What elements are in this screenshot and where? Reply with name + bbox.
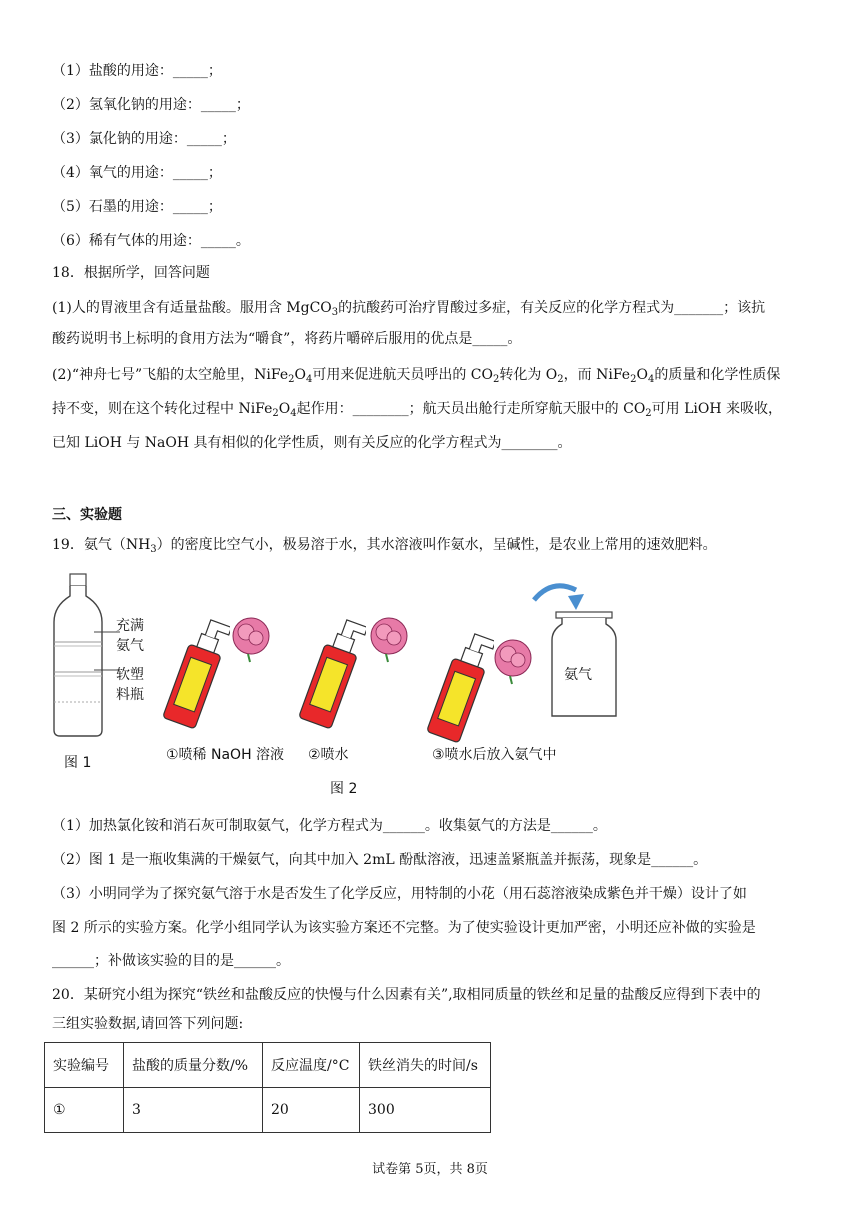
q18-part1-line2: 酸药说明书上标明的食用方法为“嚼食”，将药片嚼碎后服用的优点是_____。 <box>52 331 522 347</box>
spray-bottle-3 <box>424 622 494 752</box>
q20-intro-line1: 20．某研究小组为探究“铁丝和盐酸反应的快慢与什么因素有关”,取相同质量的铁丝和足量的盐酸反应得到下表中的 <box>52 987 761 1003</box>
q18-p2-d: ，而 NiFe <box>563 367 631 383</box>
q18-p2-b: 可用来促进航天员呼出的 CO <box>312 367 493 383</box>
sub-3: 3 <box>150 544 157 555</box>
q19-sub3-line3: ______；补做该实验的目的是______。 <box>52 953 290 969</box>
flower-1-icon <box>228 614 274 664</box>
flower-2-icon <box>366 614 412 664</box>
table-cell: 3 <box>124 1088 263 1133</box>
q18-part2-line1: (2)“神舟七号”飞船的太空舱里，$NiFe_2O_4$可用来促进航天员呼出的 $CO_2$转化为 $O_2$，而 $NiFe_2O_4$的质量和化学性质保 <box>52 367 781 385</box>
q20-intro-line2: 三组实验数据,请回答下列问题: <box>52 1016 244 1032</box>
fig1-label-ammonia: 充满氨气 <box>116 618 144 654</box>
q19-sub3-line1: （3）小明同学为了探究氨气溶于水是否发生了化学反应，用特制的小花（用石蕊溶液染成紫色并干燥）设计了如 <box>52 886 747 902</box>
table-header-cell: 反应温度/°C <box>263 1043 360 1088</box>
q17-item-5: （5）石墨的用途：_____； <box>52 199 222 215</box>
sub-4: 4 <box>305 374 313 385</box>
q18-p2-c: 转化为 O <box>499 367 558 383</box>
sub-2: 2 <box>272 408 279 419</box>
sub-2: 2 <box>630 374 637 385</box>
jar-label: 氨气 <box>564 667 592 683</box>
spray-bottle-2 <box>296 608 366 738</box>
table-cell: 20 <box>263 1088 360 1133</box>
figure-1-bottle <box>40 572 120 742</box>
fig1-label-bottle: 软塑料瓶 <box>116 667 144 703</box>
experiment-table <box>44 1042 491 1133</box>
fig2-step-3: ③喷水后放入氨气中 <box>432 747 557 763</box>
q19-intro-b: ）的密度比空气小，极易溶于水，其水溶液叫作氨水，呈碱性，是农业上常用的速效肥料。 <box>156 537 717 553</box>
table-cell: ① <box>45 1088 124 1133</box>
q17-item-2: （2）氢氧化钠的用途：_____； <box>52 97 250 113</box>
q18-part2-line3: 已知 LiOH 与 NaOH 具有相似的化学性质，则有关反应的化学方程式为________。 <box>52 435 572 451</box>
sub-2: 2 <box>288 374 295 385</box>
table-row <box>45 1088 491 1133</box>
q18-title: 18．根据所学，回答问题 <box>52 265 210 281</box>
table-header-cell: 铁丝消失的时间/s <box>360 1043 491 1088</box>
fig2-step-2: ②喷水 <box>308 747 349 763</box>
q17-item-1: （1）盐酸的用途：_____； <box>52 63 222 79</box>
fig1-caption: 图 1 <box>64 755 92 771</box>
q18-p1-b: 的抗酸药可治疗胃酸过多症，有关反应的化学方程式为_______；该抗 <box>338 300 766 316</box>
fig2-caption: 图 2 <box>330 781 358 797</box>
table-header-cell: 盐酸的质量分数/% <box>124 1043 263 1088</box>
q18-p2-a: (2)“神舟七号”飞船的太空舱里，NiFe <box>52 367 289 383</box>
q18-part2-line2: 持不变，则在这个转化过程中 $NiFe_2O_4$起作用：________；航天员出舱行走所穿航天服中的 $CO_2$可用 LiOH 来吸收， <box>52 401 783 419</box>
sub-2: 2 <box>557 374 564 385</box>
q18-part1-line1 <box>52 298 765 318</box>
table-header-row <box>45 1043 491 1088</box>
sub-4: 4 <box>647 374 655 385</box>
q18-p1-a: (1)人的胃液里含有适量盐酸。服用含 MgCO <box>52 300 332 316</box>
q17-item-4: （4）氧气的用途：_____； <box>52 165 222 181</box>
page-footer: 试卷第 5页，共 8页 <box>372 1162 488 1177</box>
spray-bottle-1 <box>160 608 230 738</box>
q18-p2-f: 持不变，则在这个转化过程中 NiFe <box>52 401 273 417</box>
q19-intro-a: 19．氨气（NH <box>52 537 151 553</box>
sub-3: 3 <box>331 307 339 318</box>
table-header-cell: 实验编号 <box>45 1043 124 1088</box>
sub-2: 2 <box>645 408 652 419</box>
flower-3-icon <box>490 636 536 686</box>
q19-sub2: （2）图 1 是一瓶收集满的干燥氨气，向其中加入 2mL 酚酞溶液，迅速盖紧瓶盖并振荡，现象是______。 <box>52 852 708 868</box>
table-cell: 300 <box>360 1088 491 1133</box>
sub-4: 4 <box>290 408 297 419</box>
q19-sub1: （1）加热氯化铵和消石灰可制取氨气，化学方程式为______。收集氨气的方法是______。 <box>52 818 607 834</box>
q18-p2-h: 可用 LiOH 来吸收， <box>651 401 783 417</box>
q17-item-3: （3）氯化钠的用途：_____； <box>52 131 236 147</box>
q17-item-6: （6）稀有气体的用途：_____。 <box>52 233 250 249</box>
q19-intro <box>52 535 717 555</box>
section-heading: 三、实验题 <box>52 507 122 523</box>
q18-p2-e: 的质量和化学性质保 <box>654 367 781 383</box>
fig2-step-1: ①喷稀 NaOH 溶液 <box>166 747 285 763</box>
q18-p2-g: 起作用：________；航天员出舱行走所穿航天服中的 CO <box>296 401 646 417</box>
q19-sub3-line2: 图 2 所示的实验方案。化学小组同学认为该实验方案还不完整。为了使实验设计更加严密，小明还应补做的实验是 <box>52 920 756 936</box>
sub-2: 2 <box>492 374 500 385</box>
